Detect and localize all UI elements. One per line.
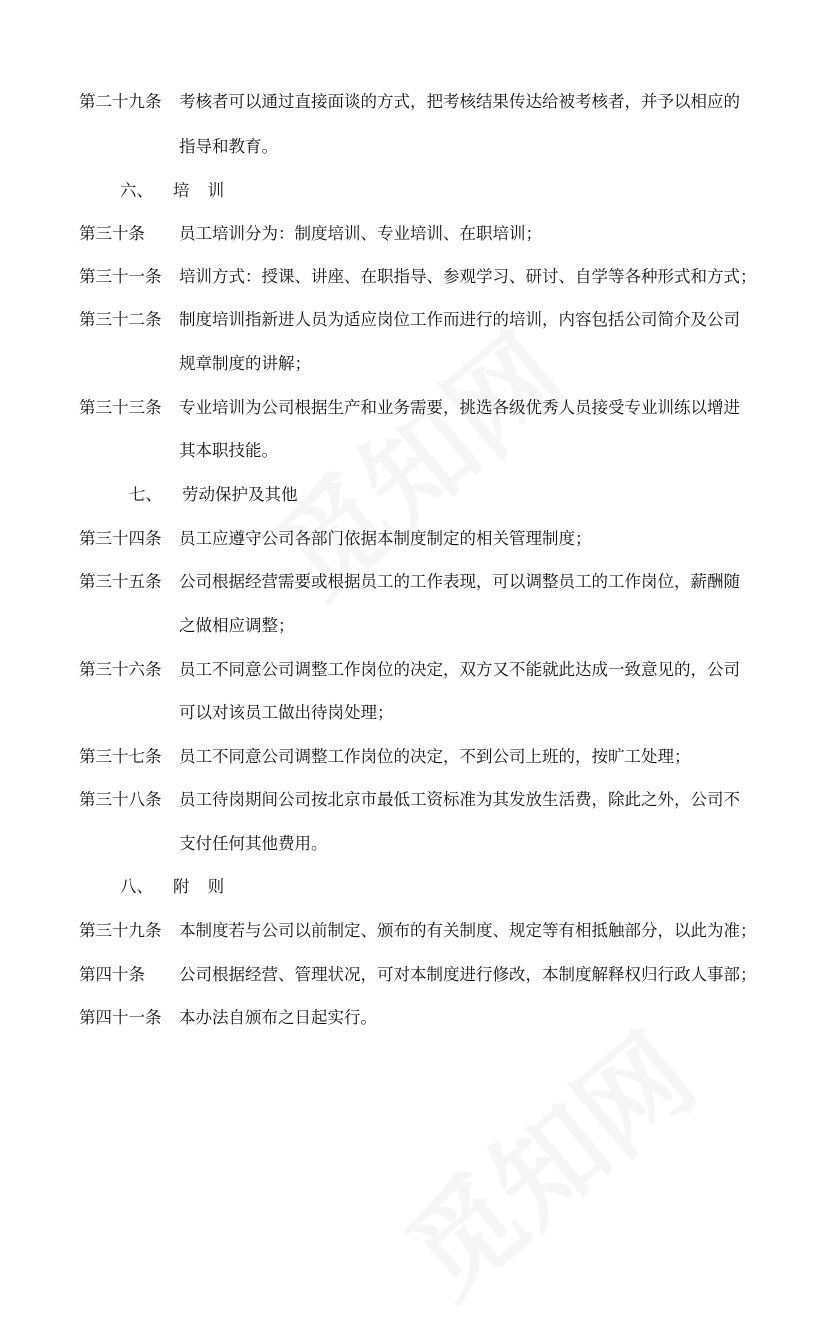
article-33-continuation: 其本职技能。: [179, 441, 278, 460]
article-29: [79, 92, 740, 112]
article-label: 第二十九条: [79, 92, 162, 111]
article-label: 第三十七条: [79, 747, 162, 766]
watermark: [368, 992, 722, 1325]
article-34: [79, 529, 592, 549]
section-number: 七、: [129, 485, 162, 504]
section-number: 八、: [120, 877, 153, 896]
article-label: 第三十六条: [79, 660, 162, 679]
article-label: 第三十九条: [79, 921, 162, 940]
article-text: 员工不同意公司调整工作岗位的决定，不到公司上班的，按旷工处理；: [179, 747, 691, 766]
section-heading-6: [120, 181, 242, 201]
article-text: 培训方式：授课、讲座、在职指导、参观学习、研讨、自学等各种形式和方式；: [179, 267, 757, 286]
article-text: 公司根据经营需要或根据员工的工作表现，可以调整员工的工作岗位，薪酬随: [179, 572, 740, 591]
section-title: 培训: [173, 181, 243, 200]
article-32: [79, 310, 740, 330]
article-label: 第三十八条: [79, 790, 162, 809]
article-35-continuation: 之做相应调整；: [179, 616, 295, 635]
section-title: 附则: [173, 877, 243, 896]
article-37: [79, 747, 691, 767]
section-heading-7: [129, 485, 298, 505]
article-39: [79, 921, 757, 941]
article-36-continuation: 可以对该员工做出待岗处理；: [179, 703, 394, 722]
article-text: 员工应遵守公司各部门依据本制度制定的相关管理制度；: [179, 529, 592, 548]
article-label: 第四十一条: [79, 1008, 162, 1027]
article-35: [79, 572, 740, 592]
article-40: [79, 965, 757, 985]
article-label: 第三十条: [79, 224, 145, 243]
article-33: [79, 398, 740, 418]
article-text: 员工待岗期间公司按北京市最低工资标准为其发放生活费，除此之外，公司不: [179, 790, 740, 809]
article-text: 考核者可以通过直接面谈的方式，把考核结果传达给被考核者，并予以相应的: [179, 92, 740, 111]
section-title: 劳动保护及其他: [182, 485, 298, 504]
article-text: 制度培训指新进人员为适应岗位工作而进行的培训，内容包括公司简介及公司: [179, 310, 740, 329]
article-label: 第三十一条: [79, 267, 162, 286]
article-41: [79, 1008, 377, 1028]
article-38: [79, 790, 740, 810]
article-text: 员工培训分为：制度培训、专业培训、在职培训；: [179, 224, 542, 243]
article-29-continuation: 指导和教育。: [179, 137, 278, 156]
article-label: 第三十三条: [79, 398, 162, 417]
article-30: [79, 224, 542, 244]
section-heading-8: [120, 877, 242, 897]
article-label: 第三十二条: [79, 310, 162, 329]
section-number: 六、: [120, 181, 153, 200]
article-label: 第三十四条: [79, 529, 162, 548]
article-label: 第三十五条: [79, 572, 162, 591]
article-text: 专业培训为公司根据生产和业务需要，挑选各级优秀人员接受专业训练以增进: [179, 398, 740, 417]
article-36: [79, 660, 740, 680]
article-text: 本制度若与公司以前制定、颁布的有关制度、规定等有相抵触部分，以此为准；: [179, 921, 757, 940]
article-31: [79, 267, 757, 287]
article-label: 第四十条: [79, 965, 145, 984]
article-text: 员工不同意公司调整工作岗位的决定，双方又不能就此达成一致意见的，公司: [179, 660, 740, 679]
article-38-continuation: 支付任何其他费用。: [179, 834, 328, 853]
article-text: 本办法自颁布之日起实行。: [179, 1008, 377, 1027]
article-32-continuation: 规章制度的讲解；: [179, 354, 311, 373]
article-text: 公司根据经营、管理状况，可对本制度进行修改，本制度解释权归行政人事部；: [179, 965, 757, 984]
